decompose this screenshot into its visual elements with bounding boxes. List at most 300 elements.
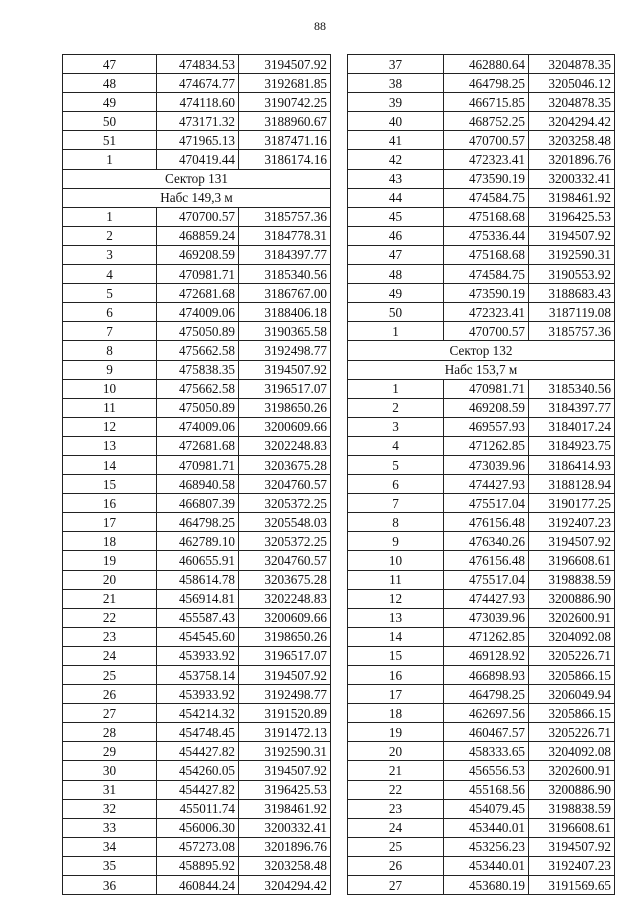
- point-number: 51: [63, 131, 157, 150]
- point-number: 22: [63, 608, 157, 627]
- x-coordinate: 455011.74: [157, 799, 239, 818]
- point-number: 17: [348, 685, 444, 704]
- y-coordinate: 3202248.83: [239, 436, 331, 455]
- y-coordinate: 3200609.66: [239, 608, 331, 627]
- point-number: 6: [63, 303, 157, 322]
- point-number: 15: [348, 646, 444, 665]
- point-number: 10: [63, 379, 157, 398]
- x-coordinate: 453256.23: [444, 837, 529, 856]
- x-coordinate: 457273.08: [157, 837, 239, 856]
- y-coordinate: 3185340.56: [239, 265, 331, 284]
- coordinate-row: [348, 303, 615, 322]
- x-coordinate: 473590.19: [444, 284, 529, 303]
- x-coordinate: 475168.68: [444, 207, 529, 226]
- x-coordinate: 454260.05: [157, 761, 239, 780]
- coordinates-table-right: [347, 54, 615, 895]
- coordinate-row: [63, 876, 331, 895]
- y-coordinate: 3204760.57: [239, 551, 331, 570]
- point-number: 24: [63, 646, 157, 665]
- y-coordinate: 3192498.77: [239, 341, 331, 360]
- y-coordinate: 3198838.59: [529, 799, 615, 818]
- x-coordinate: 475168.68: [444, 245, 529, 264]
- x-coordinate: 455587.43: [157, 608, 239, 627]
- y-coordinate: 3188406.18: [239, 303, 331, 322]
- coordinate-row: [348, 150, 615, 169]
- coordinate-row: [63, 704, 331, 723]
- point-number: 3: [348, 417, 444, 436]
- point-number: 3: [63, 245, 157, 264]
- coordinate-row: [348, 112, 615, 131]
- point-number: 27: [63, 704, 157, 723]
- point-number: 2: [63, 226, 157, 245]
- coordinate-row: [63, 780, 331, 799]
- y-coordinate: 3198461.92: [529, 188, 615, 207]
- x-coordinate: 469208.59: [157, 245, 239, 264]
- x-coordinate: 476156.48: [444, 513, 529, 532]
- y-coordinate: 3194507.92: [239, 55, 331, 74]
- y-coordinate: 3204092.08: [529, 627, 615, 646]
- coordinate-row: [348, 723, 615, 742]
- coordinate-row: [63, 513, 331, 532]
- point-number: 5: [348, 455, 444, 474]
- coordinate-row: [348, 856, 615, 875]
- x-coordinate: 473171.32: [157, 112, 239, 131]
- point-number: 40: [348, 112, 444, 131]
- coordinate-row: [63, 245, 331, 264]
- y-coordinate: 3194507.92: [529, 837, 615, 856]
- y-coordinate: 3184778.31: [239, 226, 331, 245]
- point-number: 1: [63, 150, 157, 169]
- coordinate-row: [348, 627, 615, 646]
- y-coordinate: 3192407.23: [529, 856, 615, 875]
- point-number: 7: [348, 494, 444, 513]
- y-coordinate: 3200886.90: [529, 589, 615, 608]
- x-coordinate: 469208.59: [444, 398, 529, 417]
- coordinate-row: [348, 475, 615, 494]
- coordinate-row: [63, 494, 331, 513]
- point-number: 8: [63, 341, 157, 360]
- point-number: 11: [63, 398, 157, 417]
- point-number: 5: [63, 284, 157, 303]
- point-number: 25: [63, 666, 157, 685]
- y-coordinate: 3203675.28: [239, 570, 331, 589]
- y-coordinate: 3204878.35: [529, 55, 615, 74]
- y-coordinate: 3192498.77: [239, 685, 331, 704]
- coordinate-row: [348, 666, 615, 685]
- x-coordinate: 453440.01: [444, 818, 529, 837]
- x-coordinate: 470981.71: [157, 455, 239, 474]
- point-number: 30: [63, 761, 157, 780]
- x-coordinate: 469557.93: [444, 417, 529, 436]
- x-coordinate: 466898.93: [444, 666, 529, 685]
- y-coordinate: 3205046.12: [529, 74, 615, 93]
- point-number: 48: [348, 265, 444, 284]
- x-coordinate: 454427.82: [157, 780, 239, 799]
- x-coordinate: 460655.91: [157, 551, 239, 570]
- y-coordinate: 3186767.00: [239, 284, 331, 303]
- x-coordinate: 464798.25: [444, 685, 529, 704]
- coordinate-row: [63, 303, 331, 322]
- y-coordinate: 3203675.28: [239, 455, 331, 474]
- x-coordinate: 453758.14: [157, 666, 239, 685]
- sector-header-text: Набс 149,3 м: [63, 188, 331, 207]
- coordinate-row: [63, 685, 331, 704]
- point-number: 47: [63, 55, 157, 74]
- y-coordinate: 3204878.35: [529, 93, 615, 112]
- point-number: 32: [63, 799, 157, 818]
- coordinate-row: [348, 532, 615, 551]
- y-coordinate: 3185757.36: [239, 207, 331, 226]
- x-coordinate: 476156.48: [444, 551, 529, 570]
- point-number: 6: [348, 475, 444, 494]
- point-number: 1: [348, 322, 444, 341]
- x-coordinate: 475336.44: [444, 226, 529, 245]
- point-number: 1: [63, 207, 157, 226]
- coordinate-row: [63, 265, 331, 284]
- x-coordinate: 466715.85: [444, 93, 529, 112]
- y-coordinate: 3203258.48: [529, 131, 615, 150]
- point-number: 21: [63, 589, 157, 608]
- y-coordinate: 3202600.91: [529, 608, 615, 627]
- point-number: 37: [348, 55, 444, 74]
- y-coordinate: 3205372.25: [239, 532, 331, 551]
- x-coordinate: 470700.57: [444, 322, 529, 341]
- point-number: 48: [63, 74, 157, 93]
- x-coordinate: 456914.81: [157, 589, 239, 608]
- point-number: 21: [348, 761, 444, 780]
- x-coordinate: 468859.24: [157, 226, 239, 245]
- y-coordinate: 3191472.13: [239, 723, 331, 742]
- point-number: 1: [348, 379, 444, 398]
- y-coordinate: 3196425.53: [529, 207, 615, 226]
- y-coordinate: 3201896.76: [529, 150, 615, 169]
- coordinate-row: [348, 685, 615, 704]
- x-coordinate: 462789.10: [157, 532, 239, 551]
- point-number: 44: [348, 188, 444, 207]
- y-coordinate: 3184397.77: [529, 398, 615, 417]
- y-coordinate: 3206049.94: [529, 685, 615, 704]
- point-number: 23: [348, 799, 444, 818]
- coordinate-row: [63, 131, 331, 150]
- y-coordinate: 3184923.75: [529, 436, 615, 455]
- y-coordinate: 3205226.71: [529, 646, 615, 665]
- coordinate-row: [63, 398, 331, 417]
- x-coordinate: 471262.85: [444, 627, 529, 646]
- coordinate-row: [63, 570, 331, 589]
- point-number: 25: [348, 837, 444, 856]
- coordinate-row: [348, 704, 615, 723]
- coordinate-row: [63, 761, 331, 780]
- point-number: 24: [348, 818, 444, 837]
- point-number: 41: [348, 131, 444, 150]
- coordinate-row: [348, 589, 615, 608]
- coordinate-row: [63, 74, 331, 93]
- point-number: 19: [348, 723, 444, 742]
- point-number: 9: [348, 532, 444, 551]
- coordinates-table-left: [62, 54, 331, 895]
- point-number: 14: [348, 627, 444, 646]
- y-coordinate: 3198461.92: [239, 799, 331, 818]
- y-coordinate: 3194507.92: [529, 532, 615, 551]
- coordinate-row: [63, 723, 331, 742]
- coordinate-row: [63, 360, 331, 379]
- coordinate-row: [348, 646, 615, 665]
- coordinate-row: [348, 494, 615, 513]
- y-coordinate: 3190365.58: [239, 322, 331, 341]
- y-coordinate: 3191569.65: [529, 876, 615, 895]
- point-number: 29: [63, 742, 157, 761]
- coordinate-row: [63, 226, 331, 245]
- coordinate-row: [63, 589, 331, 608]
- coordinate-row: [348, 742, 615, 761]
- point-number: 19: [63, 551, 157, 570]
- point-number: 49: [348, 284, 444, 303]
- y-coordinate: 3198838.59: [529, 570, 615, 589]
- sector-header-row: [348, 341, 615, 360]
- point-number: 12: [348, 589, 444, 608]
- coordinate-row: [63, 532, 331, 551]
- coordinate-row: [348, 207, 615, 226]
- x-coordinate: 460844.24: [157, 876, 239, 895]
- y-coordinate: 3201896.76: [239, 837, 331, 856]
- coordinate-row: [348, 417, 615, 436]
- x-coordinate: 458614.78: [157, 570, 239, 589]
- coordinate-row: [63, 284, 331, 303]
- point-number: 18: [348, 704, 444, 723]
- y-coordinate: 3188960.67: [239, 112, 331, 131]
- point-number: 33: [63, 818, 157, 837]
- x-coordinate: 474584.75: [444, 188, 529, 207]
- y-coordinate: 3204092.08: [529, 742, 615, 761]
- x-coordinate: 472323.41: [444, 303, 529, 322]
- point-number: 13: [348, 608, 444, 627]
- coordinate-row: [348, 570, 615, 589]
- y-coordinate: 3187119.08: [529, 303, 615, 322]
- sector-header-text: Сектор 131: [63, 169, 331, 188]
- x-coordinate: 474009.06: [157, 417, 239, 436]
- y-coordinate: 3196425.53: [239, 780, 331, 799]
- sector-header-text: Набс 153,7 м: [348, 360, 615, 379]
- x-coordinate: 472681.68: [157, 284, 239, 303]
- point-number: 38: [348, 74, 444, 93]
- coordinate-row: [63, 93, 331, 112]
- x-coordinate: 473039.96: [444, 608, 529, 627]
- coordinate-row: [348, 74, 615, 93]
- y-coordinate: 3200886.90: [529, 780, 615, 799]
- x-coordinate: 476340.26: [444, 532, 529, 551]
- point-number: 43: [348, 169, 444, 188]
- y-coordinate: 3185340.56: [529, 379, 615, 398]
- point-number: 10: [348, 551, 444, 570]
- coordinate-row: [348, 265, 615, 284]
- x-coordinate: 454427.82: [157, 742, 239, 761]
- point-number: 31: [63, 780, 157, 799]
- x-coordinate: 475050.89: [157, 398, 239, 417]
- x-coordinate: 453933.92: [157, 646, 239, 665]
- coordinate-row: [63, 742, 331, 761]
- y-coordinate: 3200332.41: [239, 818, 331, 837]
- y-coordinate: 3194507.92: [239, 666, 331, 685]
- x-coordinate: 474118.60: [157, 93, 239, 112]
- coordinate-row: [348, 513, 615, 532]
- x-coordinate: 474427.93: [444, 475, 529, 494]
- coordinate-row: [348, 226, 615, 245]
- coordinate-row: [348, 436, 615, 455]
- point-number: 46: [348, 226, 444, 245]
- y-coordinate: 3198650.26: [239, 627, 331, 646]
- x-coordinate: 462697.56: [444, 704, 529, 723]
- coordinates-table-right-body: [348, 55, 615, 895]
- y-coordinate: 3191520.89: [239, 704, 331, 723]
- y-coordinate: 3204294.42: [239, 876, 331, 895]
- x-coordinate: 454214.32: [157, 704, 239, 723]
- coordinate-row: [63, 112, 331, 131]
- y-coordinate: 3184017.24: [529, 417, 615, 436]
- y-coordinate: 3194507.92: [529, 226, 615, 245]
- coordinates-table-left-body: [63, 55, 331, 895]
- coordinate-row: [63, 341, 331, 360]
- y-coordinate: 3194507.92: [239, 761, 331, 780]
- coordinate-row: [348, 93, 615, 112]
- coordinate-row: [63, 551, 331, 570]
- x-coordinate: 474834.53: [157, 55, 239, 74]
- point-number: 20: [348, 742, 444, 761]
- x-coordinate: 468940.58: [157, 475, 239, 494]
- x-coordinate: 470700.57: [444, 131, 529, 150]
- x-coordinate: 453440.01: [444, 856, 529, 875]
- coordinate-row: [348, 876, 615, 895]
- coordinate-row: [348, 284, 615, 303]
- point-number: 47: [348, 245, 444, 264]
- x-coordinate: 464798.25: [157, 513, 239, 532]
- y-coordinate: 3194507.92: [239, 360, 331, 379]
- y-coordinate: 3184397.77: [239, 245, 331, 264]
- y-coordinate: 3187471.16: [239, 131, 331, 150]
- x-coordinate: 470981.71: [444, 379, 529, 398]
- point-number: 36: [63, 876, 157, 895]
- x-coordinate: 464798.25: [444, 74, 529, 93]
- point-number: 34: [63, 837, 157, 856]
- point-number: 14: [63, 455, 157, 474]
- coordinate-row: [63, 627, 331, 646]
- coordinate-row: [348, 761, 615, 780]
- y-coordinate: 3200609.66: [239, 417, 331, 436]
- x-coordinate: 458895.92: [157, 856, 239, 875]
- coordinate-row: [63, 322, 331, 341]
- coordinate-row: [63, 666, 331, 685]
- coordinate-row: [348, 780, 615, 799]
- coordinate-row: [348, 608, 615, 627]
- x-coordinate: 475517.04: [444, 494, 529, 513]
- y-coordinate: 3186414.93: [529, 455, 615, 474]
- point-number: 26: [63, 685, 157, 704]
- x-coordinate: 471965.13: [157, 131, 239, 150]
- x-coordinate: 473590.19: [444, 169, 529, 188]
- x-coordinate: 454748.45: [157, 723, 239, 742]
- y-coordinate: 3205372.25: [239, 494, 331, 513]
- y-coordinate: 3200332.41: [529, 169, 615, 188]
- y-coordinate: 3196608.61: [529, 551, 615, 570]
- x-coordinate: 471262.85: [444, 436, 529, 455]
- coordinate-row: [348, 379, 615, 398]
- coordinate-row: [63, 379, 331, 398]
- coordinate-row: [348, 322, 615, 341]
- coordinate-row: [63, 417, 331, 436]
- coordinate-row: [348, 245, 615, 264]
- y-coordinate: 3192681.85: [239, 74, 331, 93]
- point-number: 35: [63, 856, 157, 875]
- coordinate-row: [348, 55, 615, 74]
- y-coordinate: 3202600.91: [529, 761, 615, 780]
- y-coordinate: 3188128.94: [529, 475, 615, 494]
- x-coordinate: 475050.89: [157, 322, 239, 341]
- coordinate-row: [63, 436, 331, 455]
- x-coordinate: 474674.77: [157, 74, 239, 93]
- coordinate-row: [63, 856, 331, 875]
- x-coordinate: 475662.58: [157, 341, 239, 360]
- point-number: 49: [63, 93, 157, 112]
- point-number: 22: [348, 780, 444, 799]
- y-coordinate: 3205866.15: [529, 666, 615, 685]
- y-coordinate: 3204760.57: [239, 475, 331, 494]
- y-coordinate: 3186174.16: [239, 150, 331, 169]
- y-coordinate: 3205548.03: [239, 513, 331, 532]
- coordinate-row: [63, 150, 331, 169]
- coordinate-row: [348, 398, 615, 417]
- sector-header-row: [348, 360, 615, 379]
- sector-header-row: [63, 188, 331, 207]
- point-number: 11: [348, 570, 444, 589]
- point-number: 20: [63, 570, 157, 589]
- y-coordinate: 3202248.83: [239, 589, 331, 608]
- y-coordinate: 3185757.36: [529, 322, 615, 341]
- y-coordinate: 3192590.31: [529, 245, 615, 264]
- point-number: 16: [63, 494, 157, 513]
- y-coordinate: 3205866.15: [529, 704, 615, 723]
- x-coordinate: 460467.57: [444, 723, 529, 742]
- y-coordinate: 3192590.31: [239, 742, 331, 761]
- x-coordinate: 458333.65: [444, 742, 529, 761]
- y-coordinate: 3204294.42: [529, 112, 615, 131]
- y-coordinate: 3196517.07: [239, 646, 331, 665]
- x-coordinate: 475517.04: [444, 570, 529, 589]
- coordinate-row: [63, 55, 331, 74]
- sector-header-row: [63, 169, 331, 188]
- point-number: 45: [348, 207, 444, 226]
- y-coordinate: 3196517.07: [239, 379, 331, 398]
- x-coordinate: 475838.35: [157, 360, 239, 379]
- coordinate-row: [348, 551, 615, 570]
- coordinate-row: [63, 475, 331, 494]
- x-coordinate: 472323.41: [444, 150, 529, 169]
- point-number: 9: [63, 360, 157, 379]
- coordinate-row: [63, 455, 331, 474]
- point-number: 7: [63, 322, 157, 341]
- coordinate-row: [348, 169, 615, 188]
- point-number: 28: [63, 723, 157, 742]
- point-number: 15: [63, 475, 157, 494]
- page-number: 88: [314, 19, 326, 33]
- coordinate-row: [348, 837, 615, 856]
- x-coordinate: 474427.93: [444, 589, 529, 608]
- point-number: 42: [348, 150, 444, 169]
- point-number: 2: [348, 398, 444, 417]
- x-coordinate: 455168.56: [444, 780, 529, 799]
- point-number: 18: [63, 532, 157, 551]
- point-number: 50: [348, 303, 444, 322]
- coordinate-row: [63, 837, 331, 856]
- x-coordinate: 453933.92: [157, 685, 239, 704]
